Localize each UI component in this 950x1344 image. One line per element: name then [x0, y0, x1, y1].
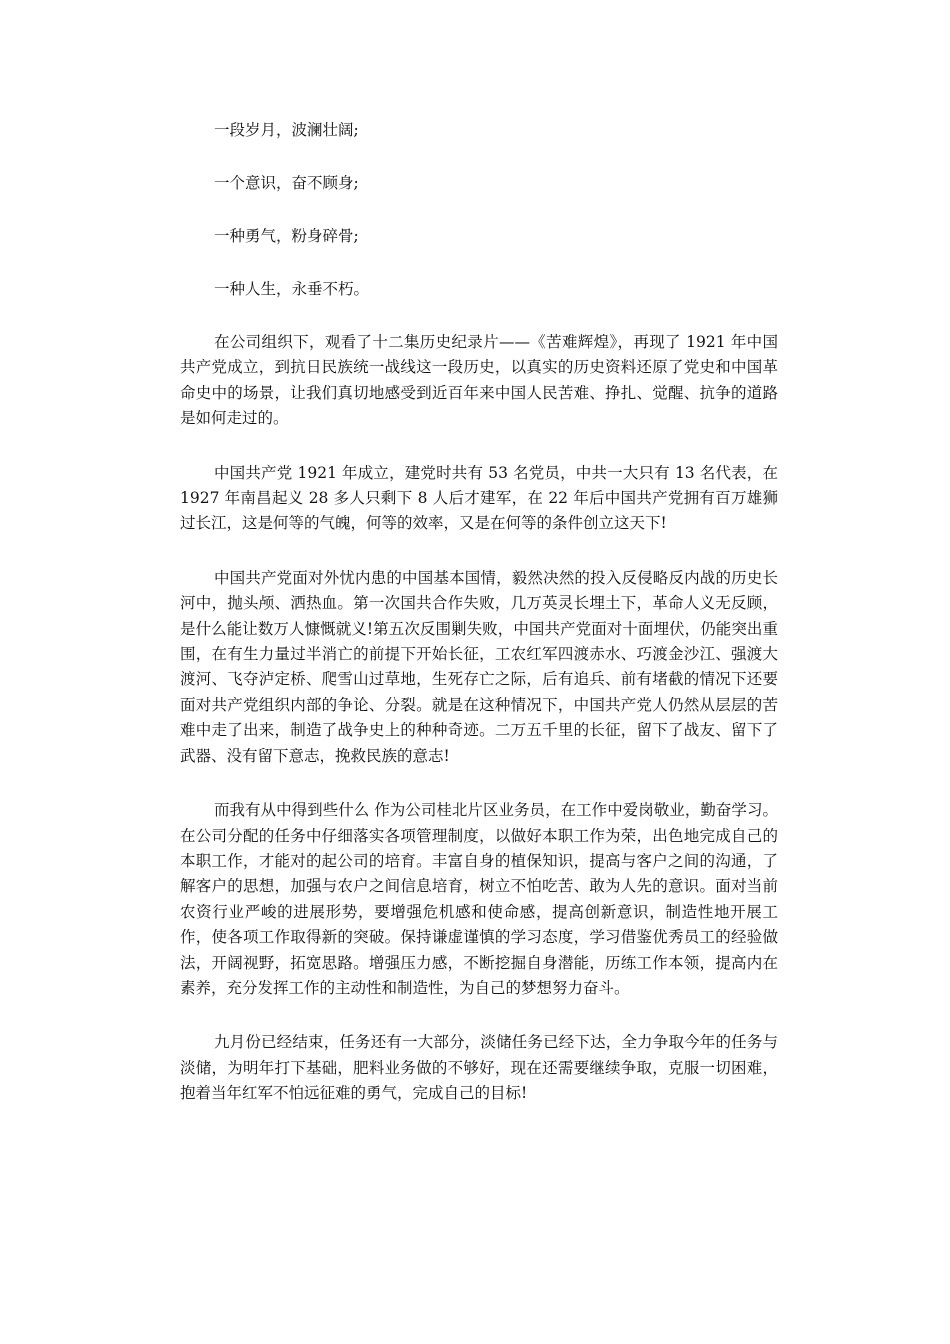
- paragraph-long-march: 中国共产党面对外忧内患的中国基本国情，毅然决然的投入反侵略反内战的历史长河中，抛头颅、洒热血。第一次国共合作失败，几万英灵长埋土下，革命人义无反顾，是什么能让数万人慷慨就义!第五次反围剿失败，中国共产党面对十面埋伏，仍能突出重围，在有生力量过半消亡的前提下开始长征，工农红军四渡赤水、巧渡金沙江、强渡大渡河、飞夺泸定桥、爬雪山过草地，生死存亡之际，后有追兵、前有堵截的情况下还要面对共产党组织内部的争论、分裂。就是在这种情况下，中国共产党人仍然从层层的苦难中走了出来，制造了战争史上的种种奇迹。二万五千里的长征，留下了战友、留下了武器、没有留下意志，挽救民族的意志!: [180, 568, 778, 765]
- paragraph-documentary: 在公司组织下，观看了十二集历史纪录片——《苦难辉煌》，再现了 1921 年中国共产党成立，到抗日民族统一战线这一段历史，以真实的历史资料还原了党史和中国革命史中的场景，让我们真切地感受到近百年来中国人民苦难、挣扎、觉醒、抗争的道路是如何走过的。: [180, 333, 778, 428]
- verse-line: 一段岁月，波澜壮阔;: [214, 121, 359, 139]
- paragraph-party-founding: 中国共产党 1921 年成立，建党时共有 53 名党员，中共一大只有 13 名代表，在 1927 年南昌起义 28 多人只剩下 8 人后才建军，在 22 年后中国共产党拥有百万雄狮过长江，这是何等的气魄，何等的效率，又是在何等的条件创立这天下!: [180, 463, 778, 533]
- verse-line: 一种人生，永垂不朽。: [214, 280, 370, 298]
- document-body: [180, 118, 778, 1136]
- verse-line: 一种勇气，粉身碎骨;: [214, 227, 359, 245]
- paragraph-personal-reflection: 而我有从中得到些什么 作为公司桂北片区业务员，在工作中爱岗敬业，勤奋学习。在公司分配的任务中仔细落实各项管理制度，以做好本职工作为荣，出色地完成自己的本职工作，才能对的起公司的培育。丰富自身的植保知识，提高与客户之间的沟通，了解客户的思想，加强与农户之间信息培育，树立不怕吃苦、敢为人先的意识。面对当前农资行业严峻的进展形势，要增强危机感和使命感，提高创新意识，制造性地开展工作，使各项工作取得新的突破。保持谦虚谨慎的学习态度，学习借鉴优秀员工的经验做法，开阔视野，拓宽思路。增强压力感，不断挖掘自身潜能，历练工作本领，提高内在素养，充分发挥工作的主动性和制造性，为自己的梦想努力奋斗。: [180, 801, 778, 997]
- verse-line: 一个意识，奋不顾身;: [214, 174, 359, 192]
- paragraph-september-goals: 九月份已经结束，任务还有一大部分，淡储任务已经下达，全力争取今年的任务与淡储，为明年打下基础，肥料业务做的不够好，现在还需要继续争取，克服一切困难，抱着当年红军不怕远征难的勇气，完成自己的目标!: [180, 1033, 778, 1103]
